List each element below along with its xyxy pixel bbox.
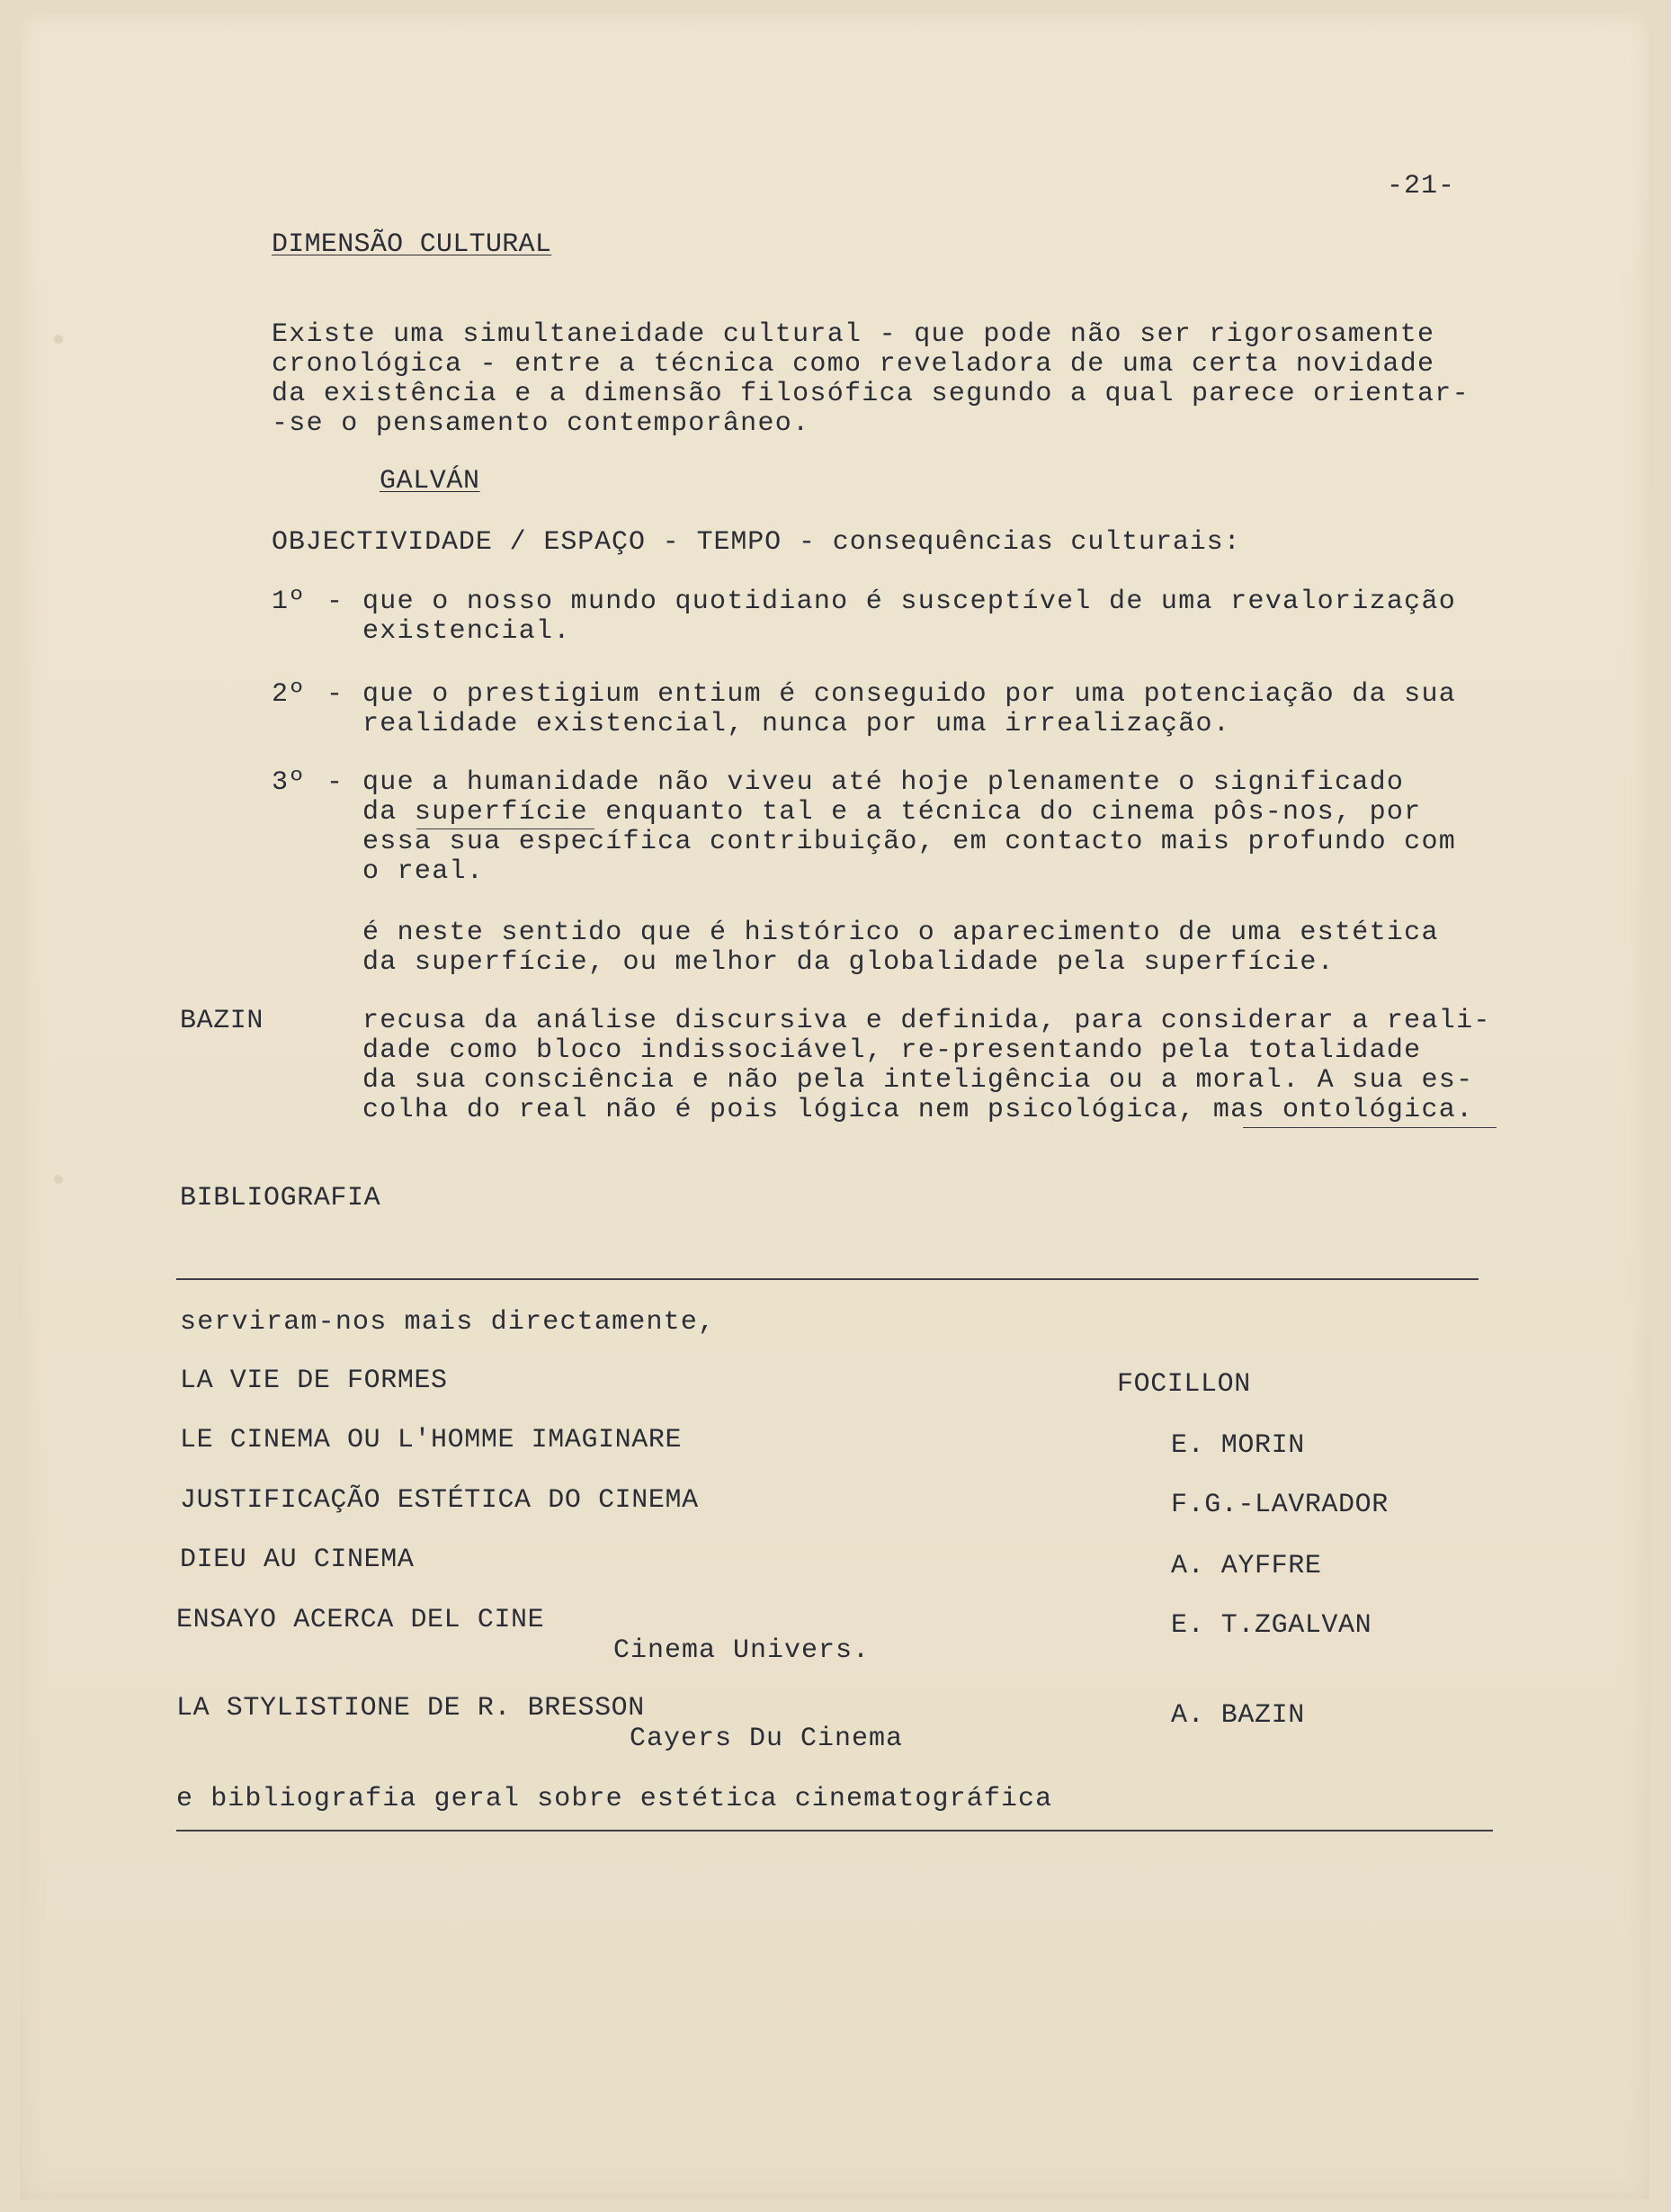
bibliography-author: A. AYFFRE bbox=[1171, 1551, 1322, 1581]
intro-line: cronológica - entre a técnica como reveladora de uma certa novidade bbox=[272, 349, 1435, 380]
bibliography-author: E. T.ZGALVAN bbox=[1171, 1610, 1372, 1641]
section-heading: DIMENSÃO CULTURAL bbox=[272, 229, 552, 260]
point-line: que o nosso mundo quotidiano é susceptível de uma revalorização bbox=[362, 587, 1457, 617]
bibliography-source: Cayers Du Cinema bbox=[630, 1724, 904, 1754]
point-line: existencial. bbox=[362, 616, 571, 647]
bibliography-title: ENSAYO ACERCA DEL CINE bbox=[176, 1605, 545, 1635]
intro-line: Existe uma simultaneidade cultural - que pode não ser rigorosamente bbox=[272, 319, 1435, 350]
point-number: 1º bbox=[272, 587, 306, 617]
serviram-line: serviram-nos mais directamente, bbox=[180, 1307, 716, 1338]
point-line: o real. bbox=[362, 856, 485, 887]
margin-mark bbox=[54, 335, 63, 344]
ontologica-underline bbox=[1243, 1127, 1497, 1128]
margin-mark bbox=[54, 1175, 63, 1184]
bibliography-author: F.G.-LAVRADOR bbox=[1171, 1490, 1389, 1520]
bibliography-bottom-rule bbox=[176, 1830, 1493, 1831]
point-dash: - bbox=[326, 587, 344, 617]
point-dash: - bbox=[326, 679, 344, 710]
point-line: realidade existencial, nunca por uma irrealização. bbox=[362, 709, 1231, 739]
galvan-label: GALVÁN bbox=[380, 466, 480, 497]
point-dash: - bbox=[326, 767, 344, 798]
bibliography-author: FOCILLON bbox=[1117, 1369, 1251, 1400]
bibliography-title: DIEU AU CINEMA bbox=[180, 1545, 415, 1575]
page-number: -21- bbox=[1387, 171, 1456, 201]
bazin-label: BAZIN bbox=[180, 1006, 264, 1036]
bibliography-title: LA STYLISTIONE DE R. BRESSON bbox=[176, 1693, 645, 1724]
point-line: que o prestigium entium é conseguido por uma potenciação da sua bbox=[362, 679, 1457, 710]
point-number: 3º bbox=[272, 767, 306, 798]
sentido-line: é neste sentido que é histórico o aparecimento de uma estética bbox=[362, 918, 1439, 948]
bibliography-title: LA VIE DE FORMES bbox=[180, 1366, 448, 1396]
bibliography-author: A. BAZIN bbox=[1171, 1700, 1305, 1731]
closing-line: e bibliografia geral sobre estética cinematográfica bbox=[176, 1784, 1053, 1814]
intro-line: da existência e a dimensão filosófica segundo a qual parece orientar- bbox=[272, 379, 1470, 409]
bazin-line: dade como bloco indissociável, re-presentando pela totalidade bbox=[362, 1035, 1422, 1066]
bibliography-title: JUSTIFICAÇÃO ESTÉTICA DO CINEMA bbox=[180, 1485, 699, 1516]
bibliography-title: LE CINEMA OU L'HOMME IMAGINARE bbox=[180, 1425, 683, 1455]
point-line: que a humanidade não viveu até hoje plenamente o significado bbox=[362, 767, 1405, 798]
bibliography-author: E. MORIN bbox=[1171, 1430, 1305, 1461]
bibliografia-heading: BIBLIOGRAFIA bbox=[180, 1183, 381, 1213]
superficie-underline bbox=[416, 828, 594, 829]
point-number: 2º bbox=[272, 679, 306, 710]
bibliography-source: Cinema Univers. bbox=[613, 1635, 871, 1666]
bazin-line: colha do real não é pois lógica nem psicológica, mas ontológica. bbox=[362, 1095, 1474, 1125]
sentido-line: da superfície, ou melhor da globalidade pela superfície. bbox=[362, 947, 1335, 978]
intro-line: -se o pensamento contemporâneo. bbox=[272, 408, 810, 439]
bazin-line: da sua consciência e não pela inteligência ou a moral. A sua es- bbox=[362, 1065, 1474, 1096]
bibliography-top-rule bbox=[176, 1278, 1479, 1280]
point-line: essa sua específica contribuição, em contacto mais profundo com bbox=[362, 827, 1457, 857]
point-line: da superfície enquanto tal e a técnica do cinema pôs-nos, por bbox=[362, 797, 1422, 828]
objectividade-line: OBJECTIVIDADE / ESPAÇO - TEMPO - consequências culturais: bbox=[272, 527, 1241, 558]
bazin-line: recusa da análise discursiva e definida, para considerar a reali- bbox=[362, 1006, 1491, 1036]
